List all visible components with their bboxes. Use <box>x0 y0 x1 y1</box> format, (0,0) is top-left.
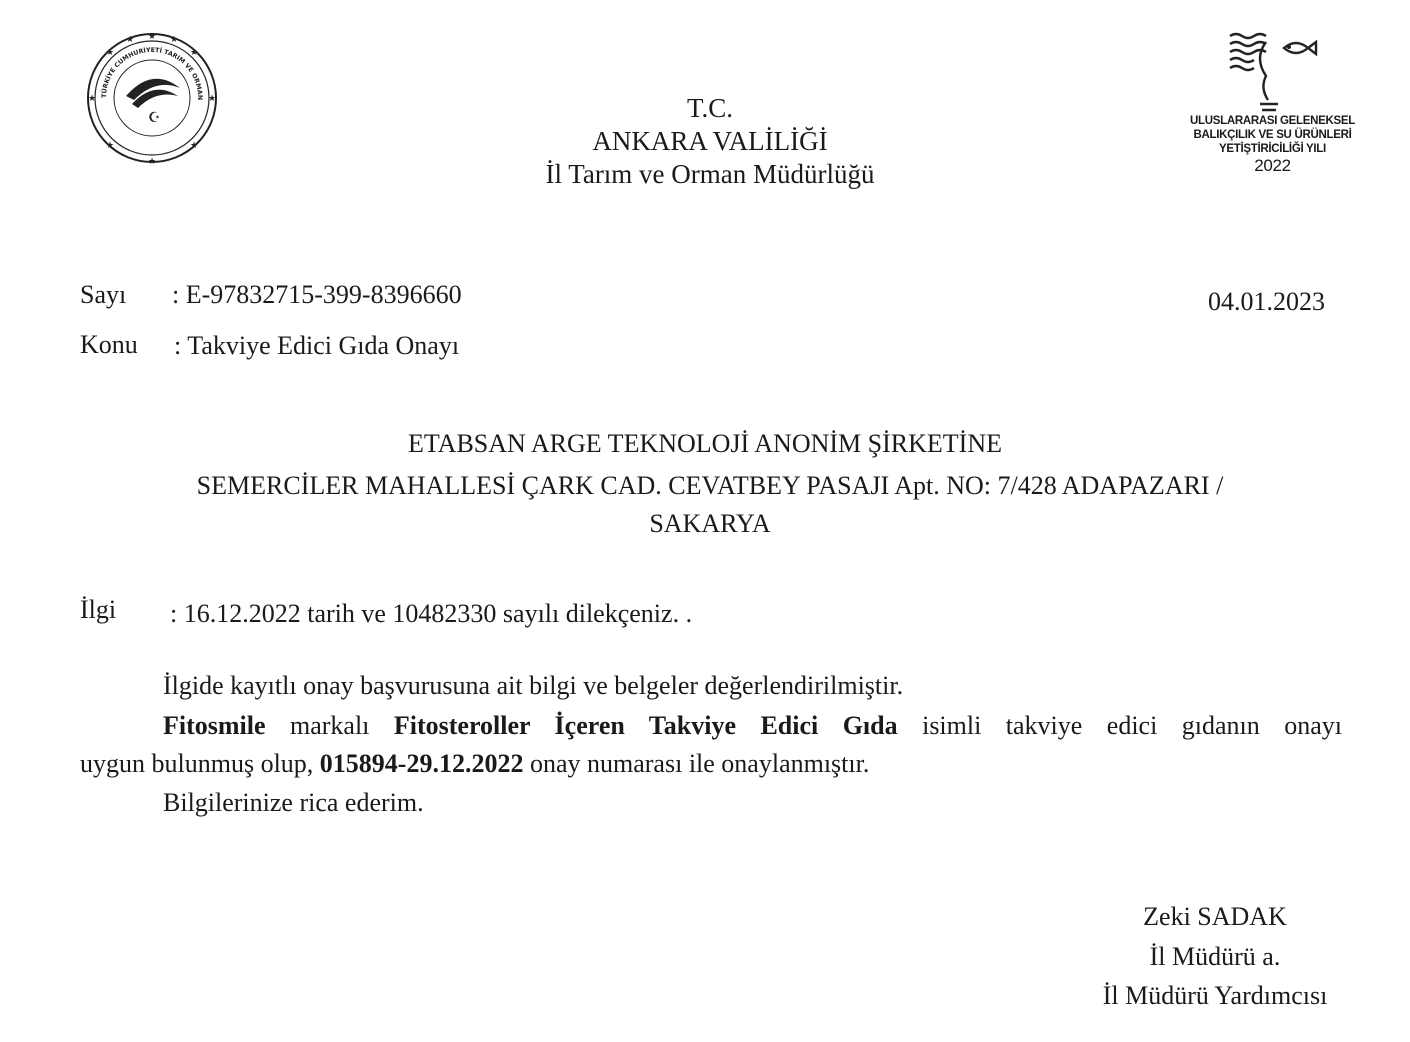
signatory-name: Zeki SADAK <box>1143 902 1287 931</box>
event-line1-light: ULUSLARARASI GELENEKSEL <box>1190 115 1355 127</box>
svg-text:★: ★ <box>105 141 115 151</box>
konu-value: : Takviye Edici Gıda Onayı <box>174 331 460 360</box>
approval-number: 015894-29.12.2022 <box>319 749 524 778</box>
sayi-label: Sayı <box>80 280 127 309</box>
brand-name: Fitosmile <box>163 711 266 740</box>
event-line3: YETİŞTİRİCİLİĞİ YILI <box>1219 143 1326 155</box>
svg-text:★: ★ <box>87 94 97 104</box>
svg-text:★: ★ <box>207 94 217 104</box>
svg-text:★: ★ <box>189 48 199 58</box>
svg-text:★: ★ <box>125 35 135 45</box>
svg-text:★: ★ <box>147 32 157 42</box>
ilgi-value: : 16.12.2022 tarih ve 10482330 sayılı dilekçeniz. . <box>170 599 693 628</box>
ministry-seal-logo <box>82 30 222 165</box>
body-paragraph-1: İlgide kayıtlı onay başvurusuna ait bilgi ve belgeler değerlendirilmiştir. <box>163 671 904 700</box>
body-paragraph-3: Bilgilerinize rica ederim. <box>163 788 424 817</box>
svg-text:★: ★ <box>169 35 179 45</box>
event-year: 2022 <box>1254 156 1291 175</box>
signatory-title-2: İl Müdürü Yardımcısı <box>1102 981 1328 1010</box>
event-line2: BALIKÇILIK VE SU ÜRÜNLERİ <box>1193 129 1352 141</box>
sayi-value: : E-97832715-399-8396660 <box>172 280 462 309</box>
document-date: 04.01.2023 <box>1208 287 1325 316</box>
konu-label: Konu <box>80 330 138 359</box>
recipient-address-line1: SEMERCİLER MAHALLESİ ÇARK CAD. CEVATBEY PASAJI Apt. NO: 7/428 ADAPAZARI / <box>196 471 1224 500</box>
svg-text:★: ★ <box>105 48 115 58</box>
ilgi-label: İlgi <box>80 595 117 624</box>
svg-text:★: ★ <box>147 157 157 165</box>
signatory-title-1: İl Müdürü a. <box>1149 942 1281 971</box>
body-paragraph-2-line1: Fitosmile markalı Fitosteroller İçeren Takviye Edici Gıda isimli takviye edici gıdanın onayı <box>163 711 1342 740</box>
header-governorship: ANKARA VALİLİĞİ <box>592 126 828 156</box>
svg-text:★: ★ <box>189 141 199 151</box>
header-tc: T.C. <box>687 93 733 123</box>
fisheries-year-emblem <box>1190 28 1355 188</box>
product-name: Fitosteroller İçeren Takviye Edici Gıda <box>393 711 898 740</box>
header-directorate: İl Tarım ve Orman Müdürlüğü <box>545 159 875 189</box>
recipient-address-line2: SAKARYA <box>649 509 771 538</box>
body-paragraph-2-line2: uygun bulunmuş olup, 015894-29.12.2022 onay numarası ile onaylanmıştır. <box>80 749 870 778</box>
svg-text:☪: ☪ <box>148 110 161 126</box>
recipient-name: ETABSAN ARGE TEKNOLOJİ ANONİM ŞİRKETİNE <box>408 429 1002 458</box>
svg-text:TÜRKİYE CUMHURİYETİ TARIM VE O: TÜRKİYE CUMHURİYETİ TARIM VE ORMAN <box>100 46 204 101</box>
